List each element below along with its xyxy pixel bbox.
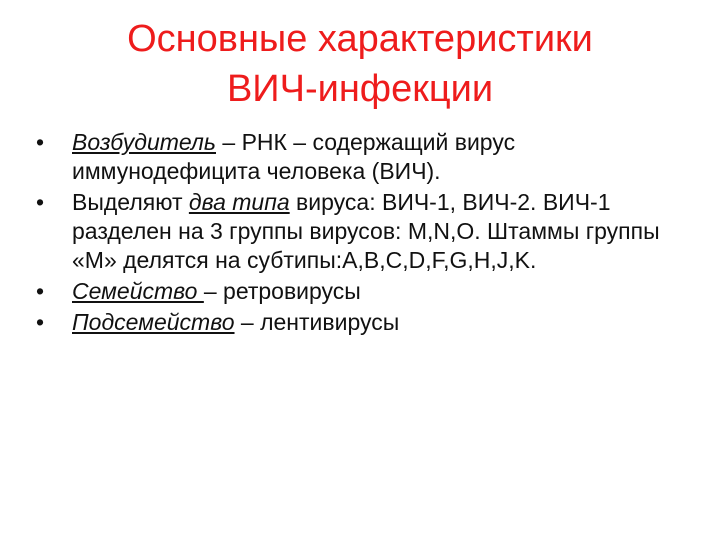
bullet-text-line-3: Штаммы группы «М» делятся на субтипы:A,B,C,D,F,G,H,J,K. — [72, 218, 660, 273]
bullet-text: Выделяют — [72, 189, 189, 215]
bullet-text: вируса: ВИЧ-1, ВИЧ-2. — [289, 189, 537, 215]
bullet-dot: • — [35, 189, 45, 215]
slide-title — [60, 14, 660, 114]
bullet-term: Подсемейство — [72, 309, 235, 335]
bullet-term: Семейство — [72, 278, 204, 304]
bullet-text: – лентивирусы — [234, 309, 400, 335]
bullet-text: – РНК – содержащий вирус иммунодефицита человека (ВИЧ). — [72, 129, 516, 184]
bullet-emphasis: два типа — [188, 189, 290, 215]
bullet-dot: • — [35, 129, 45, 155]
bullet-dot: • — [35, 278, 45, 304]
title-line-1: Основные характеристики — [127, 18, 593, 60]
bullet-text: – ретровирусы — [203, 278, 361, 304]
title-line-2: ВИЧ-инфекции — [226, 68, 494, 110]
bullet-list — [30, 128, 690, 339]
bullet-dot: • — [35, 309, 45, 335]
bullet-text-line-2: ВИЧ-1 разделен на 3 группы вирусов: M,N,O. — [72, 189, 611, 244]
bullet-item-family — [30, 277, 690, 306]
bullet-item-types — [30, 188, 690, 275]
bullet-term: Возбудитель — [72, 129, 216, 155]
bullet-item-subfamily — [30, 308, 690, 337]
bullet-item-pathogen — [30, 128, 690, 186]
